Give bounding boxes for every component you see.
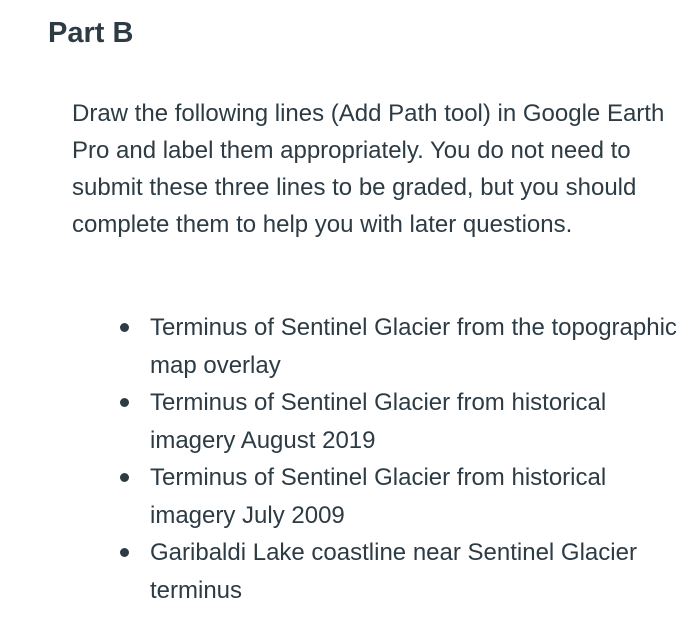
instructions-paragraph: Draw the following lines (Add Path tool) in Google Earth Pro and label them appropriately. You do not need to submit these three lines to be graded, but you should complete them to help you with later questions. — [72, 100, 665, 238]
list-item-text: Garibaldi Lake coastline near Sentinel Glacier terminus — [150, 539, 637, 604]
list-item-text: Terminus of Sentinel Glacier from the topographic map overlay — [150, 314, 677, 379]
list-item-text: Terminus of Sentinel Glacier from historical imagery August 2019 — [150, 389, 607, 454]
bullet-icon — [120, 398, 129, 407]
section-heading: Part B — [48, 17, 134, 49]
bullet-icon — [120, 473, 129, 482]
bullet-icon — [120, 323, 129, 332]
list-item — [150, 534, 680, 609]
list-item — [150, 309, 680, 384]
bullet-icon — [120, 548, 129, 557]
list-item — [150, 384, 680, 459]
task-list — [150, 309, 680, 609]
list-item — [150, 459, 680, 534]
list-item-text: Terminus of Sentinel Glacier from historical imagery July 2009 — [150, 464, 607, 529]
